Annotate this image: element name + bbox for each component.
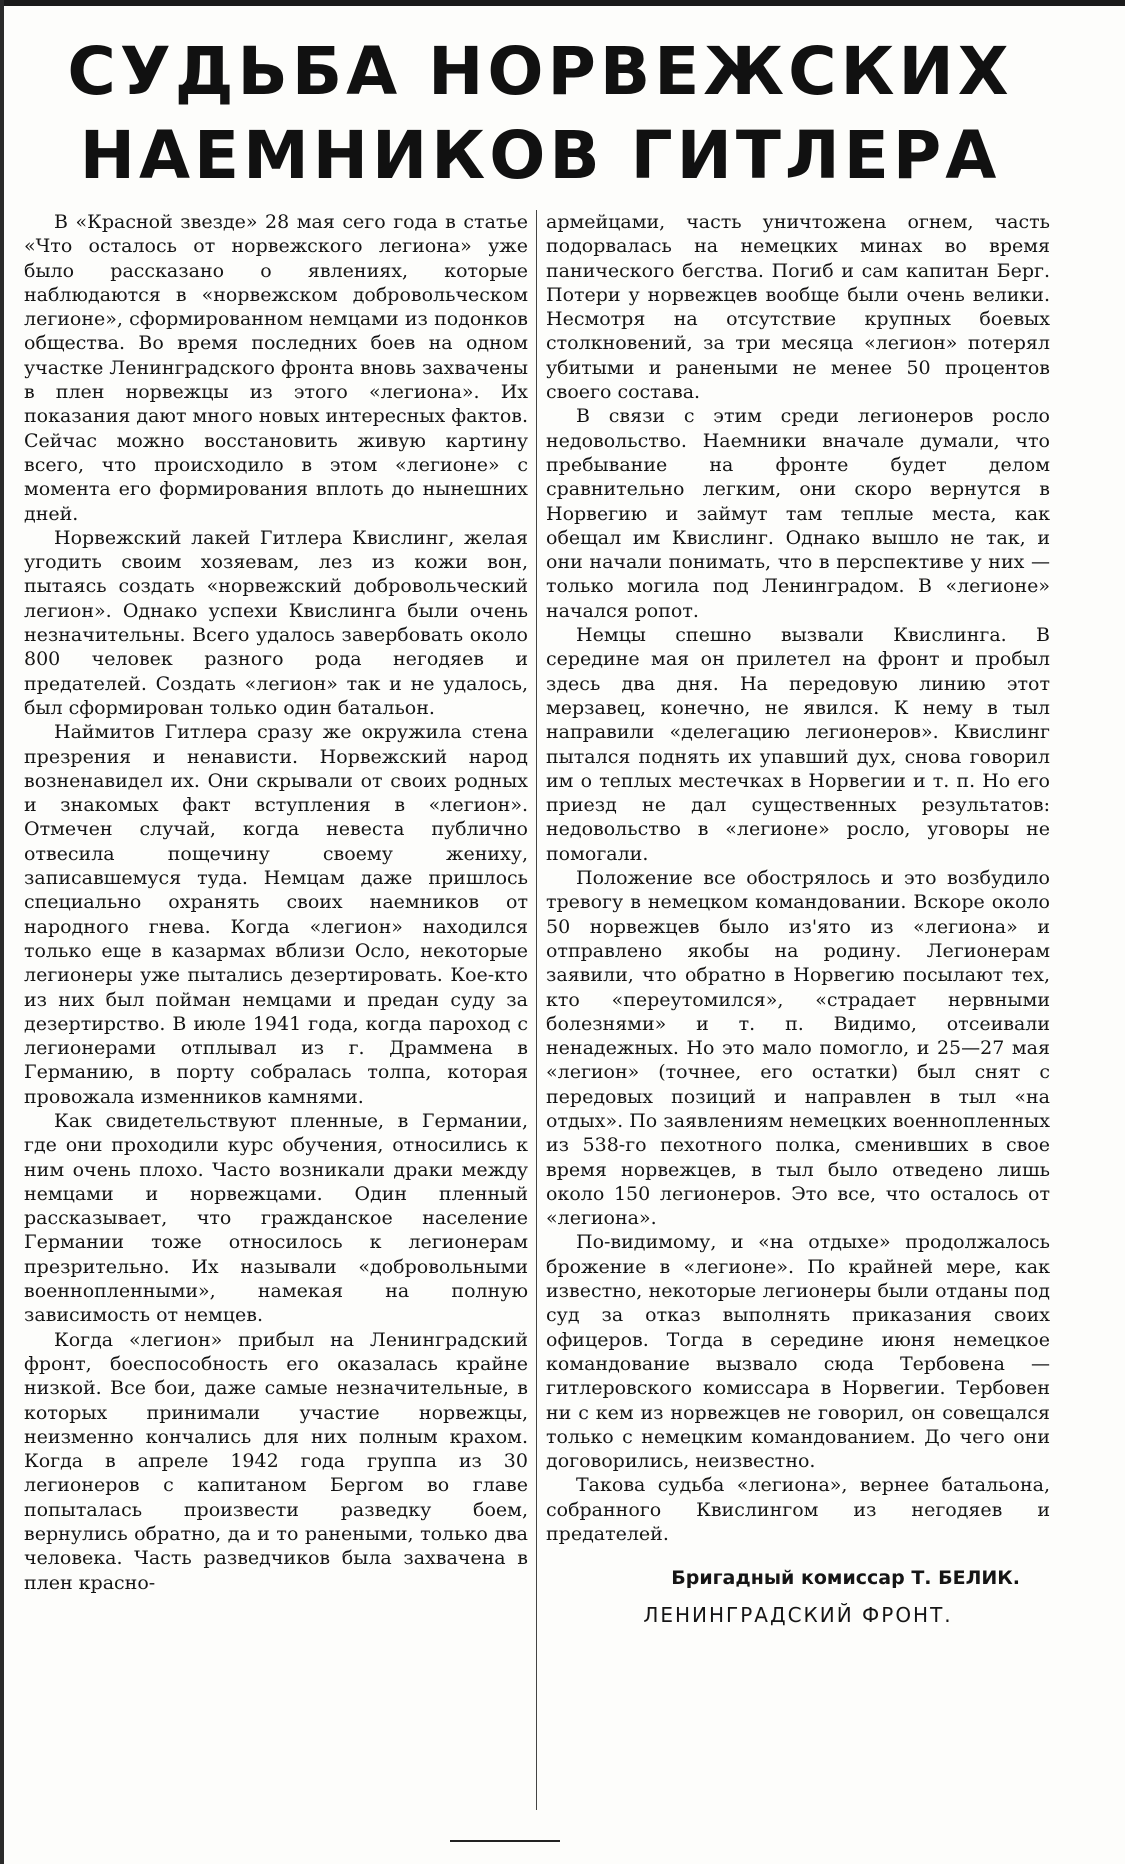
- right-column: [546, 210, 1050, 1630]
- author-signature: Бригадный комиссар Т. БЕЛИК.: [671, 1567, 1020, 1590]
- paragraph: Как свидетельствуют пленные, в Германии, где они проходили курс обучения, относились к ним очень плохо. Часто возникали драки между немцами и норвежцами. Один пленный рассказывает, что гражданское население Германии тоже относилось к легионерам презрительно. Их называли «добровольными военнопленными», намекая на полную зависимость от немцев.: [24, 1109, 528, 1327]
- paragraph: армейцами, часть уничтожена огнем, часть подорвалась на немецких минах во время панического бегства. Погиб и сам капитан Берг. Потери у норвежцев вообще были очень велики. Несмотря на отсутствие крупных боевых столкновений, за три месяца «легион» потерял убитыми и ранеными не менее 50 процентов своего состава.: [546, 211, 1050, 404]
- paragraph: Наймитов Гитлера сразу же окружила стена презрения и ненависти. Норвежский народ возненавидел их. Они скрывали от своих родных и знакомых факт вступления в «легион». Отмечен случай, когда невеста публично отвесила пощечину своему жениху, записавшемуся туда. Немцам даже пришлось специально охранять своих наемников от народного гнева. Когда «легион» находился только еще в казармах вблизи Осло, некоторые легионеры уже пытались дезертировать. Кое-кто из них был пойман немцами и предан суду за дезертирство. В июле 1941 года, когда пароход с легионерами отплывал из г. Драммена в Германию, в порту собралась толпа, которая провожала изменников камнями.: [24, 721, 528, 1108]
- paragraph: В «Красной звезде» 28 мая сего года в статье «Что осталось от норвежского легиона» уже было рассказано о явлениях, которые наблюдаются в «норвежском добровольческом легионе», сформированном немцами из подонков общества. Во время последних боев на одном участке Ленинградского фронта вновь захвачены в плен норвежцы из этого «легиона». Их показания дают много новых интересных фактов. Сейчас можно восстановить живую картину всего, что происходило в этом «легионе» с момента его формирования вплоть до нынешних дней.: [24, 211, 528, 525]
- paragraph: Норвежский лакей Гитлера Квислинг, желая угодить своим хозяевам, лез из кожи вон, пытаясь создать «норвежский добровольческий легион». Однако успехи Квислинга были очень незначительны. Всего удалось завербовать около 800 человек разного рода негодяев и предателей. Создать «легион» так и не удалось, был сформирован только один батальон.: [24, 526, 528, 719]
- paragraph: Немцы спешно вызвали Квислинга. В середине мая он прилетел на фронт и пробыл здесь два дня. На передовую линию этот мерзавец, конечно, не явился. К нему в тыл направили «делегацию легионеров». Квислинг пытался поднять их упавший дух, снова говорил им о теплых местечках в Норвегии и т. п. Но его приезд не дал существенных результатов: недовольство в «легионе» росло, уговоры не помогали.: [546, 624, 1050, 865]
- article-headline: СУДЬБА НОРВЕЖСКИХ НАЕМНИКОВ ГИТЛЕРА: [67, 33, 1013, 194]
- left-border: [0, 0, 4, 1864]
- paragraph: Такова судьба «легиона», вернее батальона, собранного Квислингом из негодяев и предателей.: [546, 1474, 1050, 1546]
- paragraph: Положение все обострялось и это возбудило тревогу в немецком командовании. Вскоре около 50 норвежцев было из'ято из «легиона» и отправлено якобы на родину. Легионерам заявили, что обратно в Норвегию посылают тех, кто «переутомился», «страдает нервными болезнями» и т. п. Видимо, отсеивали ненадежных. Но это мало помогло, и 25—27 мая «легион» (точнее, его остатки) был снят с передовых позиций и направлен в тыл «на отдых». По заявлениям немецких военнопленных из 538-го пехотного полка, сменивших в свое время норвежцев, в тыл было отведено лишь около 150 легионеров. Это все, что осталось от «легиона».: [546, 867, 1050, 1230]
- column-divider: [536, 210, 537, 1810]
- end-rule: [450, 1840, 560, 1842]
- paragraph: Когда «легион» прибыл на Ленинградский фронт, боеспособность его оказалась крайне низкой. Все бои, даже самые незначительные, в которых принимали участие норвежцы, неизменно кончались для них полным крахом. Когда в апреле 1942 года группа из 30 легионеров с капитаном Бергом во главе попыталась произвести разведку боем, вернулись обратно, да и то ранеными, только два человека. Часть разведчиков была захвачена в плен красно-: [24, 1328, 528, 1594]
- top-border: [0, 0, 1125, 6]
- paragraph: По-видимому, и «на отдыхе» продолжалось брожение в «легионе». По крайней мере, как известно, некоторые легионеры были отданы под суд за отказ выполнять приказания своих офицеров. Тогда в середине июня немецкое командование вызвало сюда Тербовена — гитлеровского комиссара в Норвегии. Тербовен ни с кем из норвежцев не говорил, он совещался только с немецким командованием. До чего они договорились, неизвестно.: [546, 1231, 1050, 1473]
- dateline-location: ЛЕНИНГРАДСКИЙ ФРОНТ.: [643, 1603, 953, 1628]
- paragraph: В связи с этим среди легионеров росло недовольство. Наемники вначале думали, что пребывание на фронте будет делом сравнительно легким, они скоро вернутся в Норвегию и займут там теплые места, как обещал им Квислинг. Однако вышло не так, и они начали понимать, что в перспективе у них — только могила под Ленинградом. В «легионе» начался ропот.: [546, 405, 1050, 622]
- left-column: [24, 210, 528, 1595]
